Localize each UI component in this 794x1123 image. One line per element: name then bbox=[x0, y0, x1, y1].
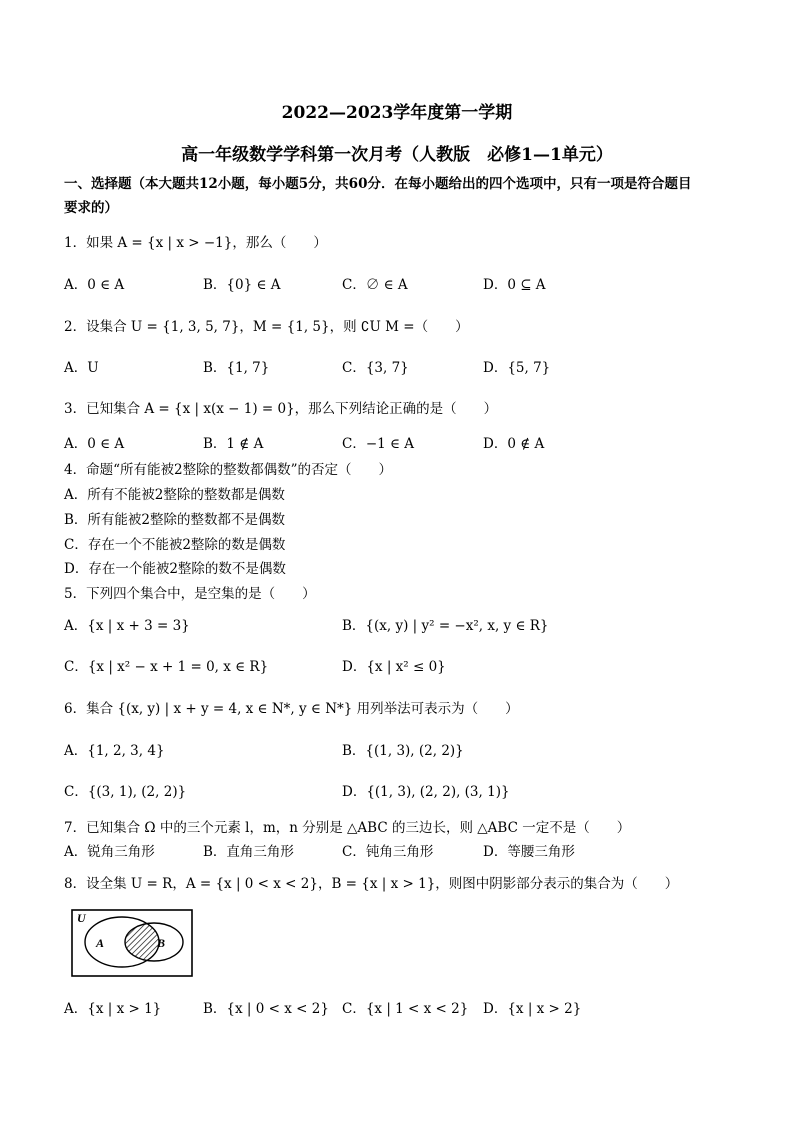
question-2-option-a: A．U bbox=[64, 360, 99, 376]
question-2-option-d: D．{5, 7} bbox=[483, 360, 551, 376]
question-3-option-d: D．0 ∉ A bbox=[483, 436, 545, 452]
question-1-option-d: D．0 ⊆ A bbox=[483, 277, 546, 293]
question-1-option-a: A．0 ∈ A bbox=[64, 277, 125, 293]
question-3-stem: 3．已知集合 A = {x | x(x − 1) = 0}，那么下列结论正确的是（ ） bbox=[64, 401, 498, 417]
question-6-option-b: B．{(1, 3), (2, 2)} bbox=[342, 743, 464, 759]
question-4-option-a: A．所有不能被2整除的整数都是偶数 bbox=[64, 487, 285, 503]
question-8-stem: 8．设全集 U = R，A = {x | 0 < x < 2}，B = {x | x > 1}，则图中阴影部分表示的集合为（ ） bbox=[64, 876, 679, 892]
question-3-option-c: C．−1 ∈ A bbox=[342, 436, 415, 452]
question-7-option-c: C．钝角三角形 bbox=[342, 844, 434, 860]
exam-title-year: 2022—2023学年度第一学期 bbox=[281, 103, 513, 123]
question-6-option-c: C．{(3, 1), (2, 2)} bbox=[64, 784, 187, 800]
question-6-stem: 6．集合 {(x, y) | x + y = 4, x ∈ N*, y ∈ N*} 用列举法可表示为（ ） bbox=[64, 701, 519, 717]
question-4-option-b: B．所有能被2整除的整数都不是偶数 bbox=[64, 512, 286, 528]
question-8-option-b: B．{x | 0 < x < 2} bbox=[203, 1001, 329, 1017]
question-7-stem: 7．已知集合 Ω 中的三个元素 l，m，n 分别是 △ABC 的三边长，则 △ABC 一定不是（ ） bbox=[64, 820, 631, 836]
question-2-stem: 2．设集合 U = {1, 3, 5, 7}，M = {1, 5}，则 ∁U M =（ ） bbox=[64, 319, 469, 335]
question-7-option-a: A．锐角三角形 bbox=[64, 844, 155, 860]
venn-universe-label: U bbox=[77, 911, 86, 925]
question-4-option-d: D．存在一个能被2整除的数不是偶数 bbox=[64, 561, 286, 577]
venn-diagram bbox=[70, 908, 194, 978]
section-heading-line1: 一、选择题（本大题共12小题，每小题5分，共60分．在每小题给出的四个选项中，只有一项是符合题目 bbox=[64, 176, 692, 192]
question-8-option-c: C．{x | 1 < x < 2} bbox=[342, 1001, 469, 1017]
question-4-option-c: C．存在一个不能被2整除的数是偶数 bbox=[64, 537, 286, 553]
question-7-option-b: B．直角三角形 bbox=[203, 844, 294, 860]
exam-title-subject: 高一年级数学学科第一次月考（人教版 必修1—1单元） bbox=[181, 145, 613, 165]
question-1-option-b: B．{0} ∈ A bbox=[203, 277, 281, 293]
question-3-option-a: A．0 ∈ A bbox=[64, 436, 125, 452]
question-1-option-c: C．∅ ∈ A bbox=[342, 277, 408, 293]
question-2-option-c: C．{3, 7} bbox=[342, 360, 409, 376]
question-8-option-a: A．{x | x > 1} bbox=[64, 1001, 162, 1017]
question-5-option-a: A．{x | x + 3 = 3} bbox=[64, 618, 190, 634]
question-4-stem: 4．命题“所有能被2整除的整数都偶数”的否定（ ） bbox=[64, 462, 392, 478]
question-5-option-b: B．{(x, y) | y² = −x², x, y ∈ R} bbox=[342, 618, 549, 634]
question-6-option-a: A．{1, 2, 3, 4} bbox=[64, 743, 165, 759]
question-5-option-d: D．{x | x² ≤ 0} bbox=[342, 659, 446, 675]
question-5-option-c: C．{x | x² − x + 1 = 0, x ∈ R} bbox=[64, 659, 269, 675]
question-2-option-b: B．{1, 7} bbox=[203, 360, 270, 376]
question-1-stem: 1．如果 A = {x | x > −1}，那么（ ） bbox=[64, 235, 327, 251]
section-heading-line2: 要求的） bbox=[64, 200, 118, 216]
question-5-stem: 5．下列四个集合中，是空集的是（ ） bbox=[64, 586, 316, 602]
venn-set-b-label: B bbox=[157, 936, 166, 950]
question-7-option-d: D．等腰三角形 bbox=[483, 844, 575, 860]
question-8-option-d: D．{x | x > 2} bbox=[483, 1001, 582, 1017]
venn-set-a-label: A bbox=[96, 936, 105, 950]
question-3-option-b: B．1 ∉ A bbox=[203, 436, 264, 452]
question-6-option-d: D．{(1, 3), (2, 2), (3, 1)} bbox=[342, 784, 510, 800]
